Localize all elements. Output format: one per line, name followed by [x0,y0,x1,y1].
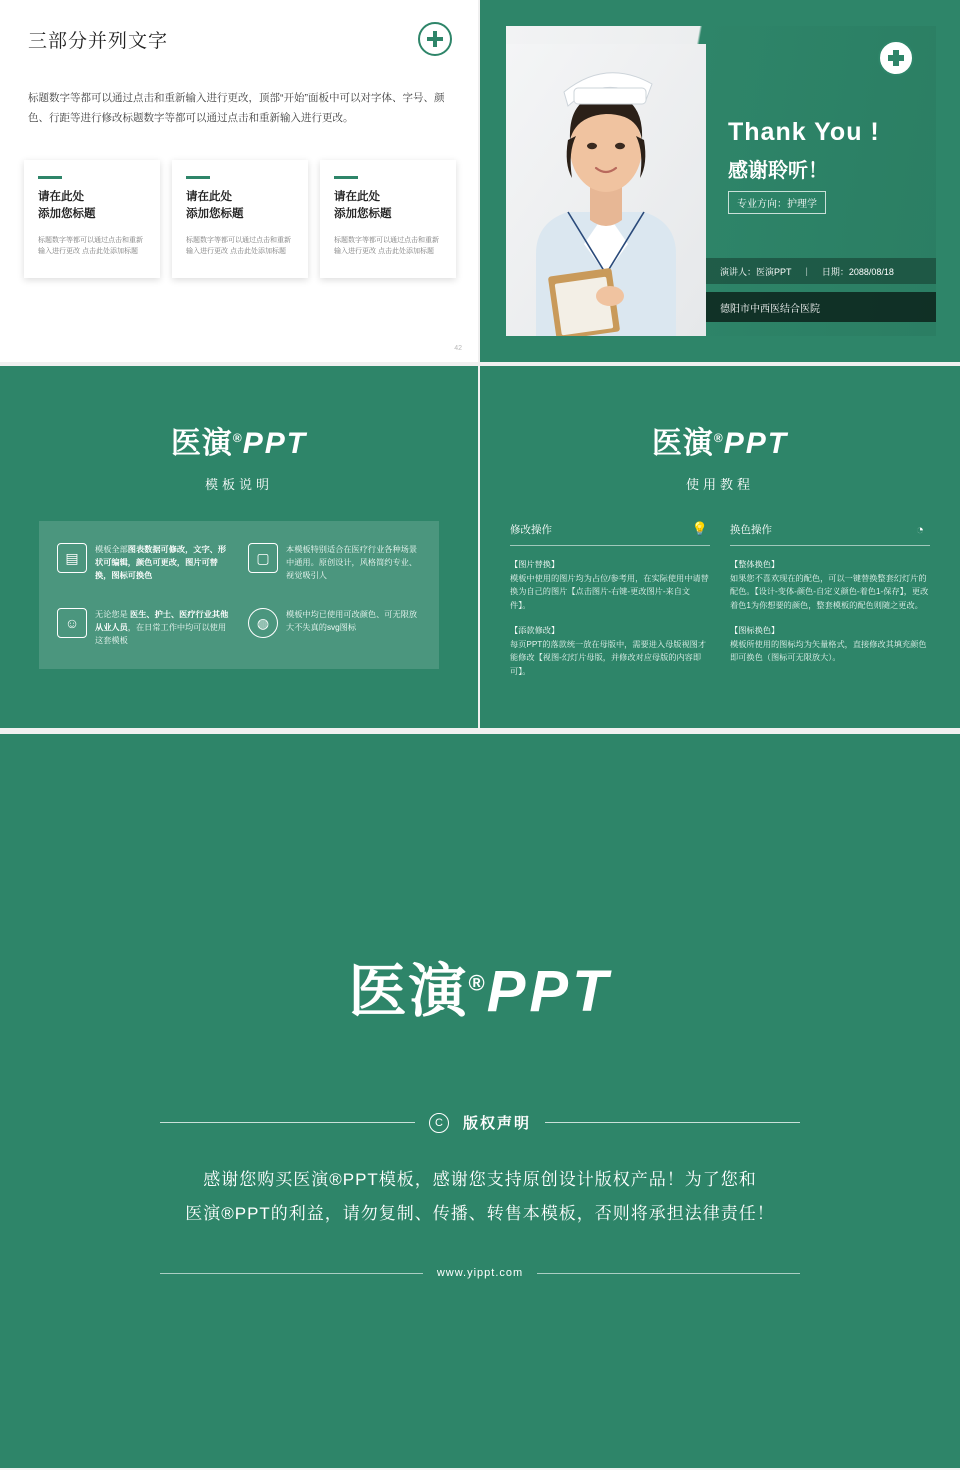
brand-block [0,734,960,1028]
brand-reg: ® [468,970,487,996]
brand-ppt: PPT [242,427,308,460]
column-heading: 换色操作 [730,523,772,536]
tutorial-block [510,624,710,678]
slide-row-1 [0,0,960,362]
copyright-body [160,1163,800,1231]
copyright-line-2: 医演®PPT的利益，请勿复制、传播、转售本模板，否则将承担法律责任！ [185,1204,775,1223]
column-header [510,519,710,546]
hospital-logo-icon [878,40,914,76]
list-item-text: 本模板特别适合在医疗行业各种场景中通用。原创设计，风格简约专业、视觉吸引人 [286,545,418,580]
box-icon: ▢ [248,543,278,573]
divider-line [160,1273,423,1274]
tutorial-block [730,624,930,665]
accent-bar [38,176,62,179]
block-title: 【添款修改】 [510,626,560,635]
copyright-line-1: 感谢您购买医演®PPT模板，感谢您支持原创设计版权产品！为了您和 [203,1170,757,1189]
slide-subtitle: 模板说明 [204,477,273,492]
brand-name: 医演 [651,427,714,460]
brand-reg: ® [232,431,243,445]
user-icon: ☺ [57,608,87,638]
hospital-name: 德阳市中西医结合医院 [706,292,936,322]
date-label: 日期：2088/08/18 [821,266,894,277]
brand-logo [652,418,788,462]
block-body: 每页PPT的落款统一放在母版中，需要进入母版视图才能修改【视图-幻灯片母版，并修改对应母版的内容即可】。 [510,639,707,676]
page-number: 42 [454,345,462,352]
tutorial-column-recolor [730,519,930,678]
divider-line [537,1273,800,1274]
brand-reg: ® [713,431,724,445]
list-item[interactable] [24,160,160,278]
info-grid [39,521,439,669]
slide-three-column-text[interactable] [0,0,478,362]
column-header [730,519,930,546]
brand-ppt: PPT [486,959,612,1024]
thanks-chinese: 感谢聆听！ [728,160,828,182]
list-item[interactable] [172,160,308,278]
divider-line [160,1122,415,1123]
brand-name: 医演 [348,959,469,1024]
tutorial-columns [510,519,930,678]
card-title: 请在此处 添加您标题 [186,191,244,220]
card-desc: 标题数字等都可以通过点击和重新输入进行更改 点击此处添加标题 [38,237,143,255]
tutorial-block [730,558,930,612]
list-item[interactable] [320,160,456,278]
major-badge: 专业方向：护理学 [728,191,826,214]
slide-description: 标题数字等都可以通过点击和重新输入进行更改，顶部“开始”面板中可以对字体、字号、颜色、行距等进行修改标题数字等都可以通过点击和重新输入进行更改。 [28,92,445,124]
thanks-english: Thank You ! [728,118,880,146]
list-item-text: 模板全部图表数据可修改，文字、形状可编辑，颜色可更改，图片可替换，图标可换色 [95,545,227,580]
card-desc: 标题数字等都可以通过点击和重新输入进行更改 点击此处添加标题 [186,237,291,255]
copyright-header [160,1112,800,1133]
accent-bar [186,176,210,179]
brand-block [0,366,478,493]
speaker-label: 演讲人：医演PPT [720,266,792,277]
block-title: 【整体换色】 [730,560,780,569]
globe-icon: ◍ [248,608,278,638]
tutorial-column-modify [510,519,710,678]
list-item-text: 模板中均已使用可改颜色、可无限放大不失真的svg图标 [286,610,418,632]
block-title: 【图标换色】 [730,626,780,635]
block-body: 如果您不喜欢现在的配色，可以一键替换整套幻灯片的配色。【设计-变体-颜色-自定义颜色-着色1-保存】，更改着色1为你想要的颜色，整套模板的配色则随之更改。 [730,573,929,610]
block-body: 模板所使用的图标均为矢量格式，直接修改其填充颜色即可换色（图标可无限放大）。 [730,639,927,662]
copyright-title: 版权声明 [463,1115,532,1132]
list-item[interactable] [240,596,429,659]
list-item[interactable] [49,531,238,594]
page-title: 三部分并列文字 [28,31,169,52]
slide-thank-you[interactable] [480,0,960,362]
speaker-bar [706,258,936,284]
website-row [160,1267,800,1279]
nurse-photo [506,44,706,336]
book-icon: ▤ [57,543,87,573]
card-title: 请在此处 添加您标题 [334,191,392,220]
list-item-text: 无论您是 医生、护士、医疗行业其他从业人员，在日常工作中均可以使用这套模板 [95,610,229,645]
brand-name: 医演 [170,427,233,460]
bulb-icon: 💡 [691,521,709,536]
palette-icon: ◔ [916,521,924,537]
brand-ppt: PPT [723,427,789,460]
thank-you-panel [506,26,936,336]
slide-copyright[interactable] [0,734,960,1468]
hospital-logo-icon [418,22,452,56]
card-title: 请在此处 添加您标题 [38,191,96,220]
copyright-icon: C [429,1113,449,1133]
website-url[interactable]: www.yippt.com [436,1267,524,1279]
block-body: 模板中使用的图片均为占位/参考用，在实际使用中请替换为自己的图片【点击图片-右键-更改图片-来自文件】。 [510,573,709,610]
brand-logo [171,418,307,462]
slide-subtitle: 使用教程 [685,477,754,492]
separator: | [805,266,808,276]
brand-logo [0,944,960,1028]
brand-block [480,366,960,493]
list-item[interactable] [49,596,238,659]
slide-row-2 [0,362,960,728]
card-desc: 标题数字等都可以通过点击和重新输入进行更改 点击此处添加标题 [334,237,439,255]
slide-usage-tutorial[interactable] [480,366,960,728]
block-title: 【图片替换】 [510,560,560,569]
divider-line [545,1122,800,1123]
list-item[interactable] [240,531,429,594]
slide-template-info[interactable] [0,366,478,728]
column-heading: 修改操作 [510,523,552,536]
accent-bar [334,176,358,179]
card-list [24,160,456,278]
tutorial-block [510,558,710,612]
